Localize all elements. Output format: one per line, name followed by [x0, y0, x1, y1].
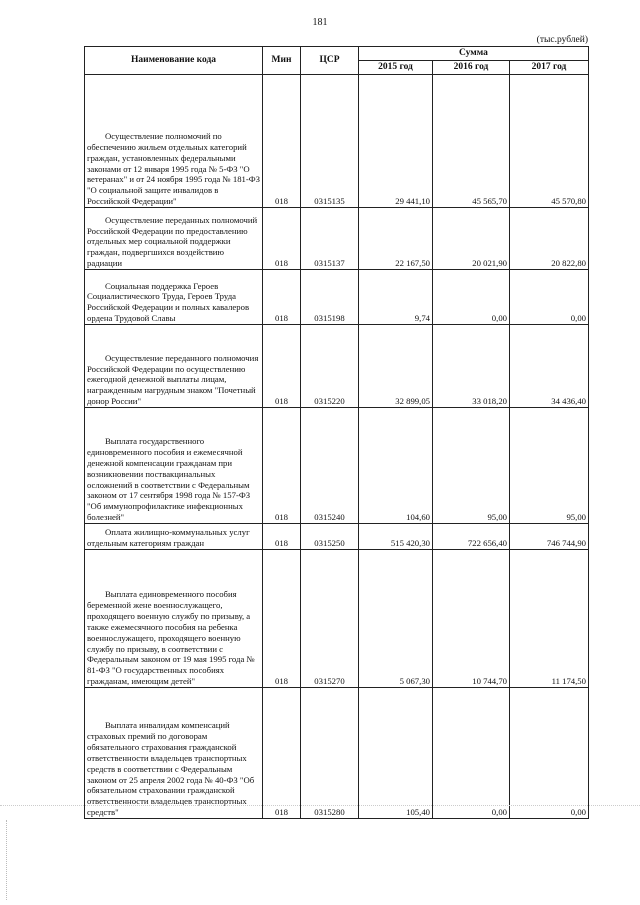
row-min: 018 — [263, 408, 301, 524]
row-min: 018 — [263, 524, 301, 550]
row-value-2015: 515 420,30 — [359, 524, 433, 550]
row-csr: 0315270 — [301, 550, 359, 688]
row-value-2015: 105,40 — [359, 688, 433, 819]
table-row — [85, 208, 589, 270]
row-value-2016: 0,00 — [433, 270, 510, 325]
row-min: 018 — [263, 208, 301, 270]
header-2015: 2015 год — [359, 61, 433, 75]
row-value-2016: 95,00 — [433, 408, 510, 524]
header-csr: ЦСР — [301, 47, 359, 75]
row-value-2017: 0,00 — [510, 270, 589, 325]
row-value-2017: 746 744,90 — [510, 524, 589, 550]
row-value-2017: 20 822,80 — [510, 208, 589, 270]
row-name: Социальная поддержка Героев Социалистического Труда, Героев Труда Российской Федерации и полных кавалеров ордена Трудовой Славы — [85, 270, 263, 325]
row-value-2016: 0,00 — [433, 688, 510, 819]
row-csr: 0315137 — [301, 208, 359, 270]
row-value-2017: 0,00 — [510, 688, 589, 819]
header-name: Наименование кода — [85, 47, 263, 75]
row-name: Осуществление переданного полномочия Российской Федерации по осуществлению ежегодной денежной выплаты лицам, награжденным нагрудным знаком "Почетный донор России" — [85, 325, 263, 408]
row-value-2015: 104,60 — [359, 408, 433, 524]
table-row — [85, 688, 589, 819]
page-number: 181 — [312, 17, 328, 28]
table-row — [85, 325, 589, 408]
row-min: 018 — [263, 550, 301, 688]
row-value-2015: 32 899,05 — [359, 325, 433, 408]
row-value-2015: 5 067,30 — [359, 550, 433, 688]
table-row — [85, 75, 589, 208]
row-value-2017: 95,00 — [510, 408, 589, 524]
header-2017: 2017 год — [510, 61, 589, 75]
table-row — [85, 524, 589, 550]
row-value-2016: 20 021,90 — [433, 208, 510, 270]
row-csr: 0315280 — [301, 688, 359, 819]
scan-margin-mark — [6, 820, 9, 900]
row-name: Оплата жилищно-коммунальных услуг отдельным категориям граждан — [85, 524, 263, 550]
scan-edge-line — [0, 805, 640, 806]
row-value-2015: 22 167,50 — [359, 208, 433, 270]
row-csr: 0315198 — [301, 270, 359, 325]
row-min: 018 — [263, 325, 301, 408]
row-value-2015: 9,74 — [359, 270, 433, 325]
row-name: Выплата единовременного пособия беременной жене военнослужащего, проходящего военную службу по призыву, а также ежемесячного пособия на ребенка военнослужащего, проходящего военную службу по призыву, в соответствии с Федеральным законом от 19 мая 1995 года № 81-ФЗ "О государственных пособиях гражданам, имеющим детей" — [85, 550, 263, 688]
units-label: (тыс.рублей) — [536, 35, 588, 45]
table-row — [85, 550, 589, 688]
row-csr: 0315250 — [301, 524, 359, 550]
row-name: Осуществление переданных полномочий Российской Федерации по предоставлению отдельных мер социальной поддержки граждан, подвергшихся воздействию радиации — [85, 208, 263, 270]
row-value-2016: 10 744,70 — [433, 550, 510, 688]
row-name: Выплата государственного единовременного пособия и ежемесячной денежной компенсации гражданам при возникновении поствакцинальных осложнений в соответствии с Федеральным законом от 17 сентября 1998 года № 157-ФЗ "Об иммунопрофилактике инфекционных болезней" — [85, 408, 263, 524]
header-sum: Сумма — [359, 47, 589, 61]
row-value-2015: 29 441,10 — [359, 75, 433, 208]
table-row — [85, 270, 589, 325]
row-value-2016: 722 656,40 — [433, 524, 510, 550]
budget-table — [84, 46, 589, 819]
header-2016: 2016 год — [433, 61, 510, 75]
row-min: 018 — [263, 75, 301, 208]
table-row — [85, 408, 589, 524]
row-name: Осуществление полномочий по обеспечению жильем отдельных категорий граждан, установленных федеральными законами от 12 января 1995 года № 5-ФЗ "О ветеранах" и от 24 ноября 1995 года № 181-ФЗ "О социальной защите инвалидов в Российской Федерации" — [85, 75, 263, 208]
row-csr: 0315220 — [301, 325, 359, 408]
row-value-2016: 33 018,20 — [433, 325, 510, 408]
row-csr: 0315240 — [301, 408, 359, 524]
row-csr: 0315135 — [301, 75, 359, 208]
row-name: Выплата инвалидам компенсаций страховых премий по договорам обязательного страхования гражданской ответственности владельцев транспортных средств в соответствии с Федеральным законом от 25 апреля 2002 года № 40-ФЗ "Об обязательном страховании гражданской ответственности владельцев транспортных средств" — [85, 688, 263, 819]
row-value-2016: 45 565,70 — [433, 75, 510, 208]
header-min: Мин — [263, 47, 301, 75]
row-min: 018 — [263, 270, 301, 325]
row-value-2017: 45 570,80 — [510, 75, 589, 208]
row-value-2017: 11 174,50 — [510, 550, 589, 688]
row-value-2017: 34 436,40 — [510, 325, 589, 408]
row-min: 018 — [263, 688, 301, 819]
